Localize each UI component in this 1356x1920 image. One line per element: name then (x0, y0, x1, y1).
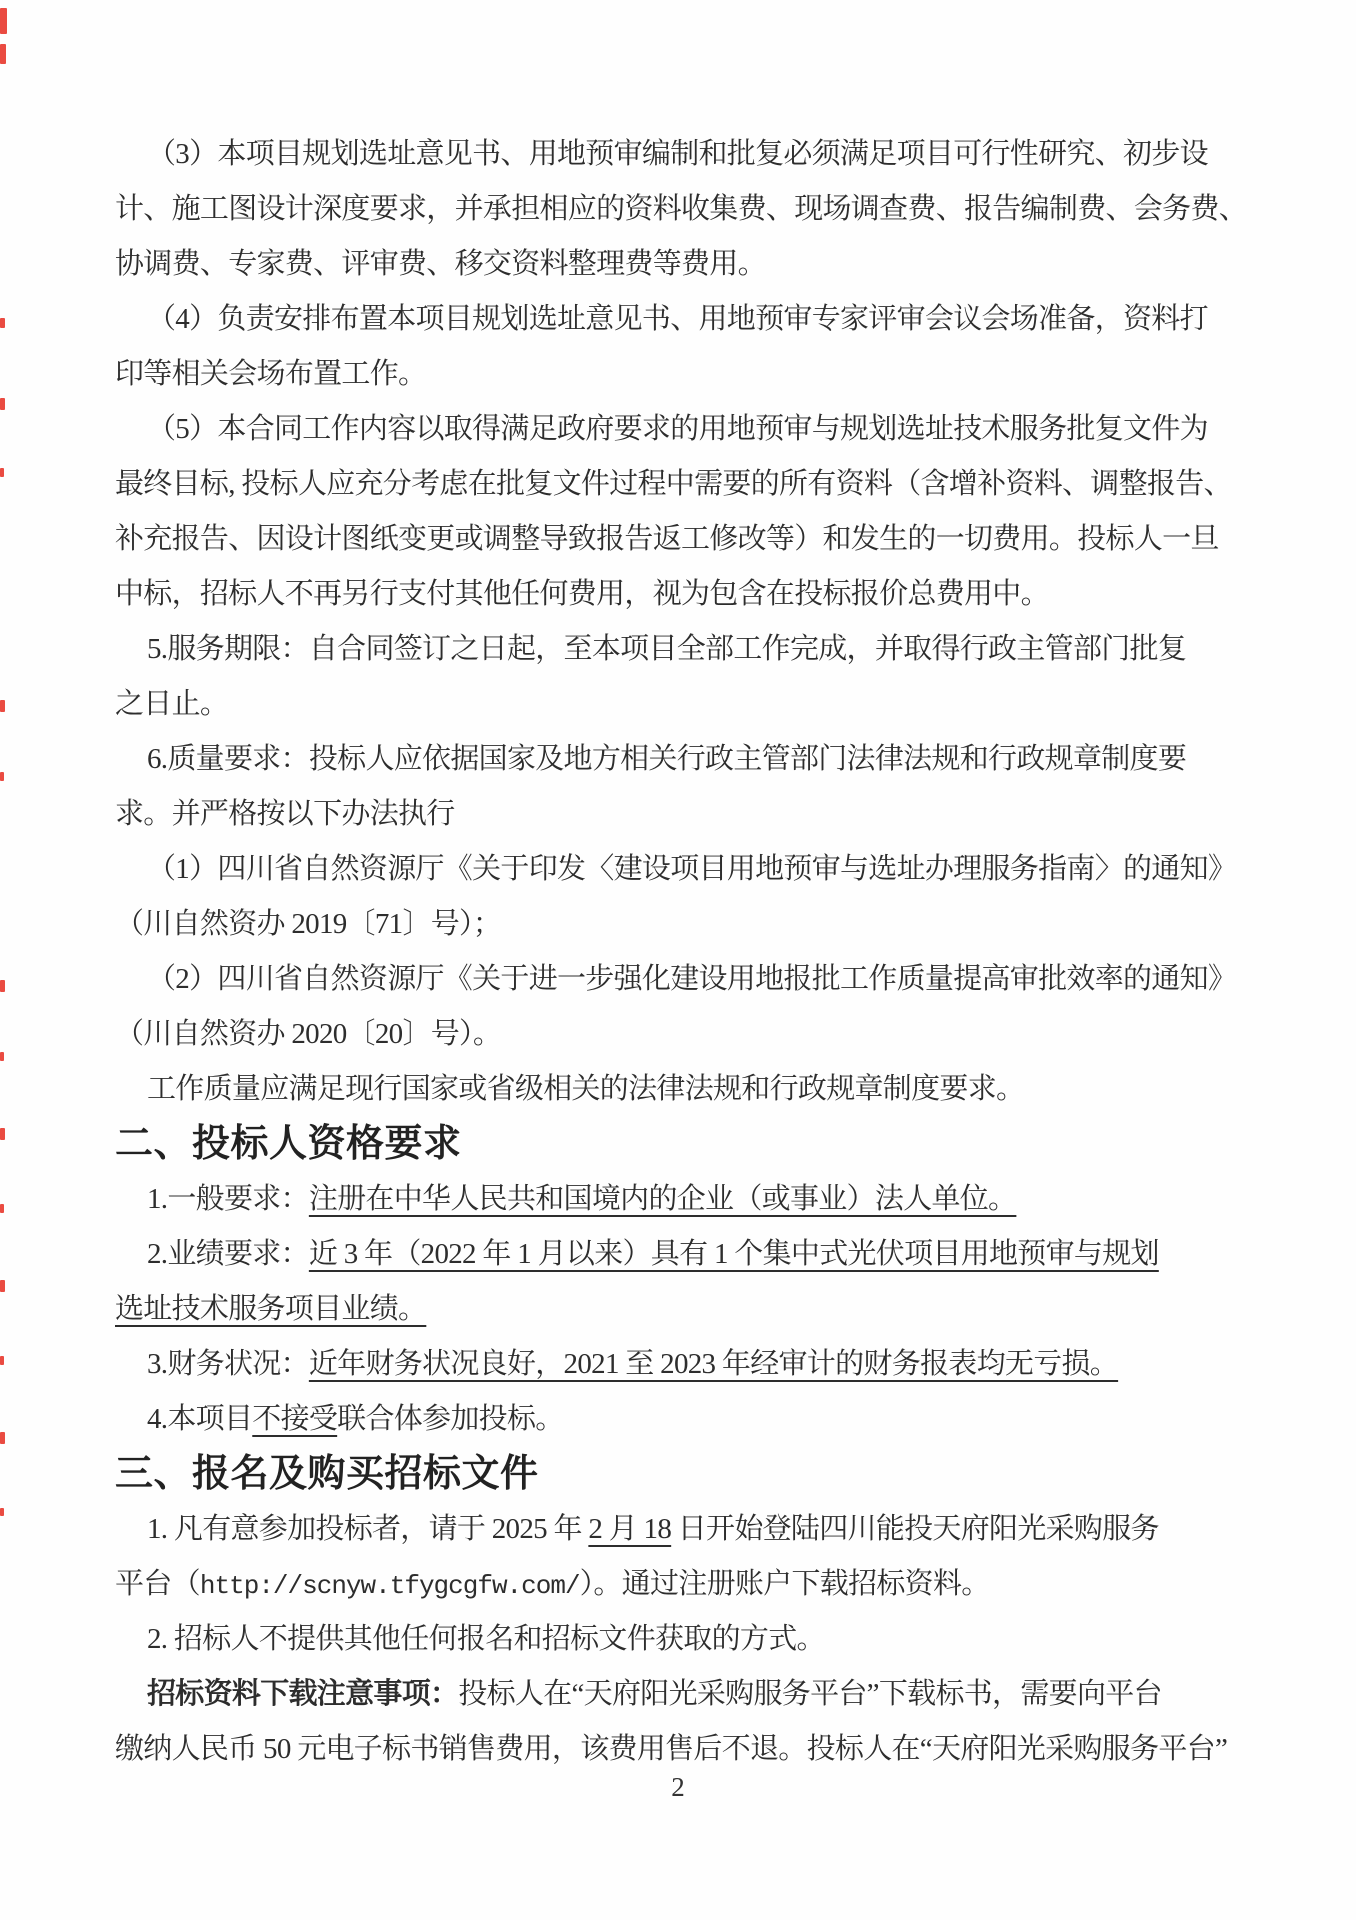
ref-1-line-1 (115, 842, 1247, 897)
text-segment: 三、报名及购买招标文件 (115, 1453, 539, 1495)
item-6-line-1 (115, 732, 1247, 787)
scan-edge-artifacts (0, 0, 12, 1920)
page-number: 2 (671, 1772, 685, 1802)
section-heading-registration (115, 1447, 1247, 1502)
para-5-line-3 (115, 512, 1247, 567)
edge-mark (0, 980, 5, 992)
text-segment: 最终目标, 投标人应充分考虑在批复文件过程中需要的所有资料（含增补资料、调整报告、 (115, 468, 1232, 500)
para-4-line-2 (115, 347, 1247, 402)
edge-mark (0, 1356, 4, 1365)
text-segment: 2 月 18 (588, 1513, 672, 1545)
para-3-line-1 (115, 127, 1247, 182)
ref-2-line-2 (115, 1007, 1247, 1062)
edge-mark (0, 1432, 5, 1444)
text-segment: 日开始登陆四川能投天府阳光采购服务 (671, 1513, 1159, 1545)
text-segment: 6.质量要求：投标人应依据国家及地方相关行政主管部门法律法规和行政规章制度要 (147, 743, 1187, 775)
text-segment: 近年财务状况良好，2021 至 2023 年经审计的财务报表均无亏损。 (308, 1348, 1119, 1380)
url-text: http://scnyw.tfygcgfw.com/ (199, 1571, 580, 1601)
text-segment: 投标人在“天府阳光采购服务平台”下载标书，需要向平台 (458, 1678, 1162, 1710)
document-body (115, 127, 1247, 1777)
text-segment: 平台（ (115, 1568, 200, 1600)
text-segment: 不接受 (252, 1403, 338, 1435)
para-4-line-1 (115, 292, 1247, 347)
edge-mark (0, 1280, 5, 1292)
text-segment: （川自然资办 2019〔71〕号）； (115, 908, 502, 940)
text-segment: 补充报告、因设计图纸变更或调整导致报告返工修改等）和发生的一切费用。投标人一旦 (115, 523, 1219, 555)
edge-mark (0, 772, 4, 781)
text-segment: 2. 招标人不提供其他任何报名和招标文件获取的方式。 (147, 1623, 825, 1655)
para-3-line-2 (115, 182, 1247, 237)
text-segment: 1. 凡有意参加投标者，请于 2025 年 (147, 1513, 589, 1545)
qual-item-2-line-2 (115, 1282, 1247, 1337)
text-segment: ）。通过注册账户下载招标资料。 (579, 1568, 990, 1600)
download-note-line-2 (115, 1722, 1247, 1777)
text-segment: 2.业绩要求： (147, 1238, 309, 1270)
text-segment: 联合体参加投标。 (337, 1403, 564, 1435)
text-segment: （5）本合同工作内容以取得满足政府要求的用地预审与规划选址技术服务批复文件为 (147, 413, 1208, 445)
para-5-line-1 (115, 402, 1247, 457)
edge-mark (0, 1204, 4, 1213)
text-segment: 中标，招标人不再另行支付其他任何费用，视为包含在投标报价总费用中。 (115, 578, 1049, 610)
section-heading-bidder-qualifications (115, 1117, 1247, 1172)
text-segment: 1.一般要求： (147, 1183, 309, 1215)
qual-item-2-line-1 (115, 1227, 1247, 1282)
edge-mark (0, 1052, 4, 1061)
reg-item-1-line-2 (115, 1557, 1247, 1612)
text-segment: （4）负责安排布置本项目规划选址意见书、用地预审专家评审会议会场准备，资料打 (147, 303, 1208, 335)
para-5-line-2 (115, 457, 1247, 512)
text-segment: 工作质量应满足现行国家或省级相关的法律法规和行政规章制度要求。 (147, 1073, 1025, 1105)
edge-mark (0, 1128, 5, 1140)
text-segment: 缴纳人民币 50 元电子标书销售费用，该费用售后不退。投标人在“天府阳光采购服务平台” (115, 1733, 1228, 1765)
item-5-line-2 (115, 677, 1247, 732)
text-segment: （1）四川省自然资源厅《关于印发〈建设项目用地预审与选址办理服务指南〉的通知》 (147, 853, 1237, 885)
edge-mark (0, 44, 6, 64)
download-note-line-1 (115, 1667, 1247, 1722)
text-segment: （2）四川省自然资源厅《关于进一步强化建设用地报批工作质量提高审批效率的通知》 (147, 963, 1237, 995)
ref-2-line-1 (115, 952, 1247, 1007)
text-segment: 求。并严格按以下办法执行 (115, 798, 455, 830)
text-segment: 二、投标人资格要求 (115, 1123, 462, 1165)
ref-1-line-2 (115, 897, 1247, 952)
text-segment: 之日止。 (115, 688, 229, 720)
text-segment: 近 3 年（2022 年 1 月以来）具有 1 个集中式光伏项目用地预审与规划 (308, 1238, 1159, 1270)
edge-mark (0, 8, 7, 34)
item-5-line-1 (115, 622, 1247, 677)
text-segment: 招标资料下载注意事项： (147, 1678, 459, 1710)
edge-mark (0, 318, 5, 328)
para-5-line-4 (115, 567, 1247, 622)
text-segment: 注册在中华人民共和国境内的企业（或事业）法人单位。 (308, 1183, 1017, 1215)
item-6-line-2 (115, 787, 1247, 842)
reg-item-1-line-1 (115, 1502, 1247, 1557)
quality-note (115, 1062, 1247, 1117)
reg-item-2 (115, 1612, 1247, 1667)
qual-item-4 (115, 1392, 1247, 1447)
text-segment: 协调费、专家费、评审费、移交资料整理费等费用。 (115, 248, 766, 280)
edge-mark (0, 1508, 4, 1516)
para-3-line-3 (115, 237, 1247, 292)
text-segment: 选址技术服务项目业绩。 (115, 1293, 427, 1325)
text-segment: 3.财务状况： (147, 1348, 309, 1380)
text-segment: 4.本项目 (147, 1403, 253, 1435)
text-segment: 印等相关会场布置工作。 (115, 358, 427, 390)
text-segment: （川自然资办 2020〔20〕号）。 (115, 1018, 502, 1050)
qual-item-3 (115, 1337, 1247, 1392)
qual-item-1 (115, 1172, 1247, 1227)
text-segment: （3）本项目规划选址意见书、用地预审编制和批复必须满足项目可行性研究、初步设 (147, 138, 1208, 170)
edge-mark (0, 700, 5, 712)
text-segment: 计、施工图设计深度要求，并承担相应的资料收集费、现场调查费、报告编制费、会务费、 (115, 193, 1248, 225)
text-segment: 5.服务期限：自合同签订之日起，至本项目全部工作完成，并取得行政主管部门批复 (147, 633, 1187, 665)
edge-mark (0, 468, 4, 477)
edge-mark (0, 398, 5, 410)
